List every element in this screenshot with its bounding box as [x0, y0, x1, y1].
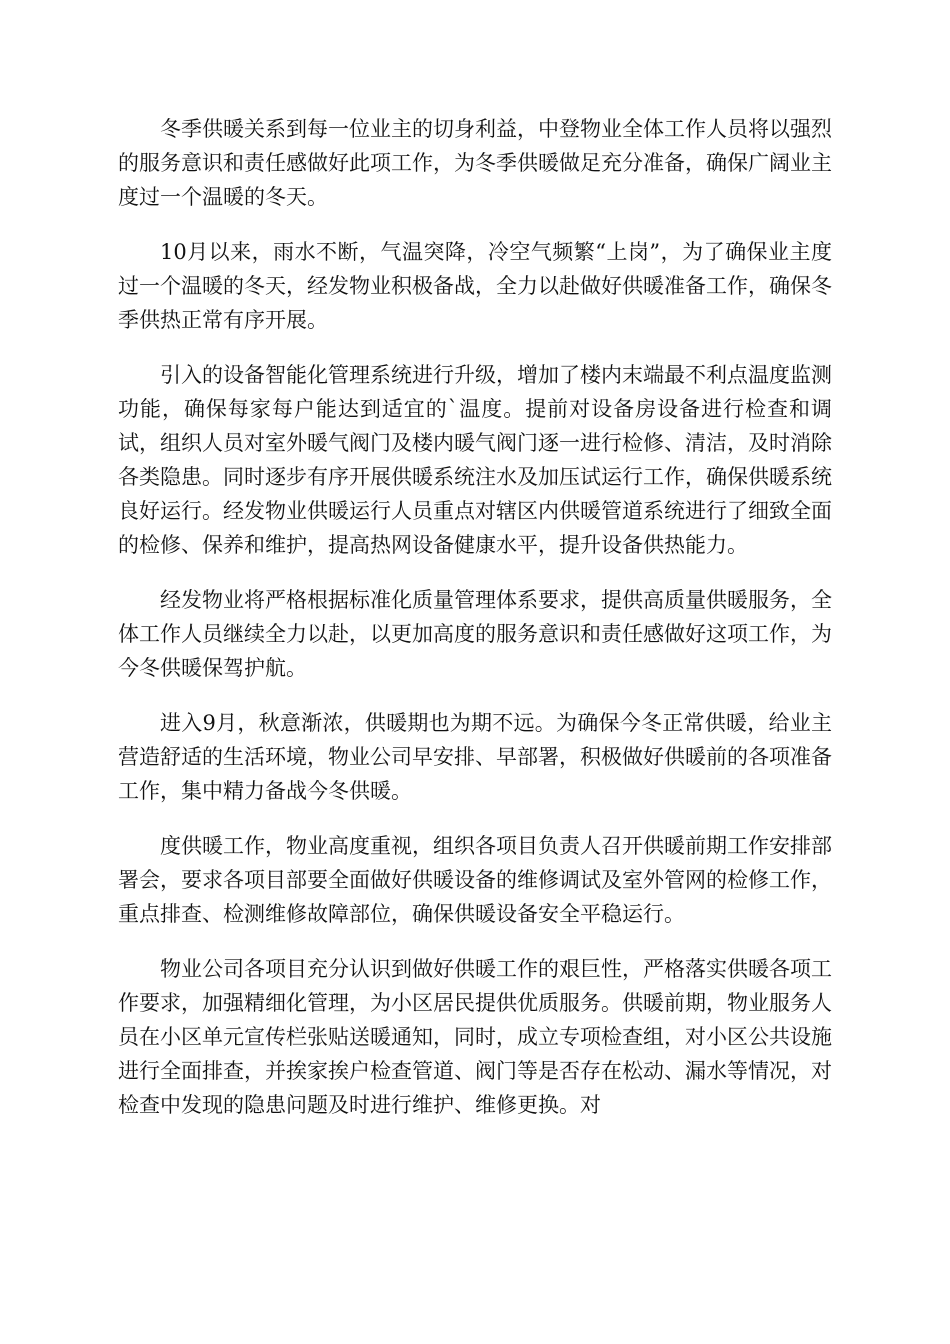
paragraph-1: 冬季供暖关系到每一位业主的切身利益，中登物业全体工作人员将以强烈的服务意识和责任感做好此项工作，为冬季供暖做足充分准备，确保广阔业主度过一个温暖的冬天。 — [118, 117, 832, 209]
paragraph-2: 10月以来，雨水不断，气温突降，冷空气频繁“上岗”，为了确保业主度过一个温暖的冬天，经发物业积极备战，全力以赴做好供暖准备工作，确保冬季供热正常有序开展。 — [118, 240, 832, 332]
paragraph-3: 引入的设备智能化管理系统进行升级，增加了楼内末端最不利点温度监测功能，确保每家每户能达到适宜的`温度。提前对设备房设备进行检查和调试，组织人员对室外暖气阀门及楼内暖气阀门逐一进行检修、清洁，及时消除各类隐患。同时逐步有序开展供暖系统注水及加压试运行工作，确保供暖系统良好运行。经发物业供暖运行人员重点对辖区内供暖管道系统进行了细致全面的检修、保养和维护，提高热网设备健康水平，提升设备供热能力。 — [118, 363, 832, 557]
document-page — [118, 112, 832, 1122]
paragraph-5: 进入9月，秋意渐浓，供暖期也为期不远。为确保今冬正常供暖，给业主营造舒适的生活环境，物业公司早安排、早部署，积极做好供暖前的各项准备工作，集中精力备战今冬供暖。 — [118, 711, 832, 803]
paragraph-4: 经发物业将严格根据标准化质量管理体系要求，提供高质量供暖服务，全体工作人员继续全力以赴，以更加高度的服务意识和责任感做好这项工作，为今冬供暖保驾护航。 — [118, 588, 832, 680]
paragraph-7: 物业公司各项目充分认识到做好供暖工作的艰巨性，严格落实供暖各项工作要求，加强精细化管理，为小区居民提供优质服务。供暖前期，物业服务人员在小区单元宣传栏张贴送暖通知，同时，成立专项检查组，对小区公共设施进行全面排查，并挨家挨户检查管道、阀门等是否存在松动、漏水等情况，对检查中发现的隐患问题及时进行维护、维修更换。对 — [118, 957, 832, 1117]
paragraph-6: 度供暖工作，物业高度重视，组织各项目负责人召开供暖前期工作安排部署会，要求各项目部要全面做好供暖设备的维修调试及室外管网的检修工作，重点排查、检测维修故障部位，确保供暖设备安全平稳运行。 — [118, 834, 832, 926]
